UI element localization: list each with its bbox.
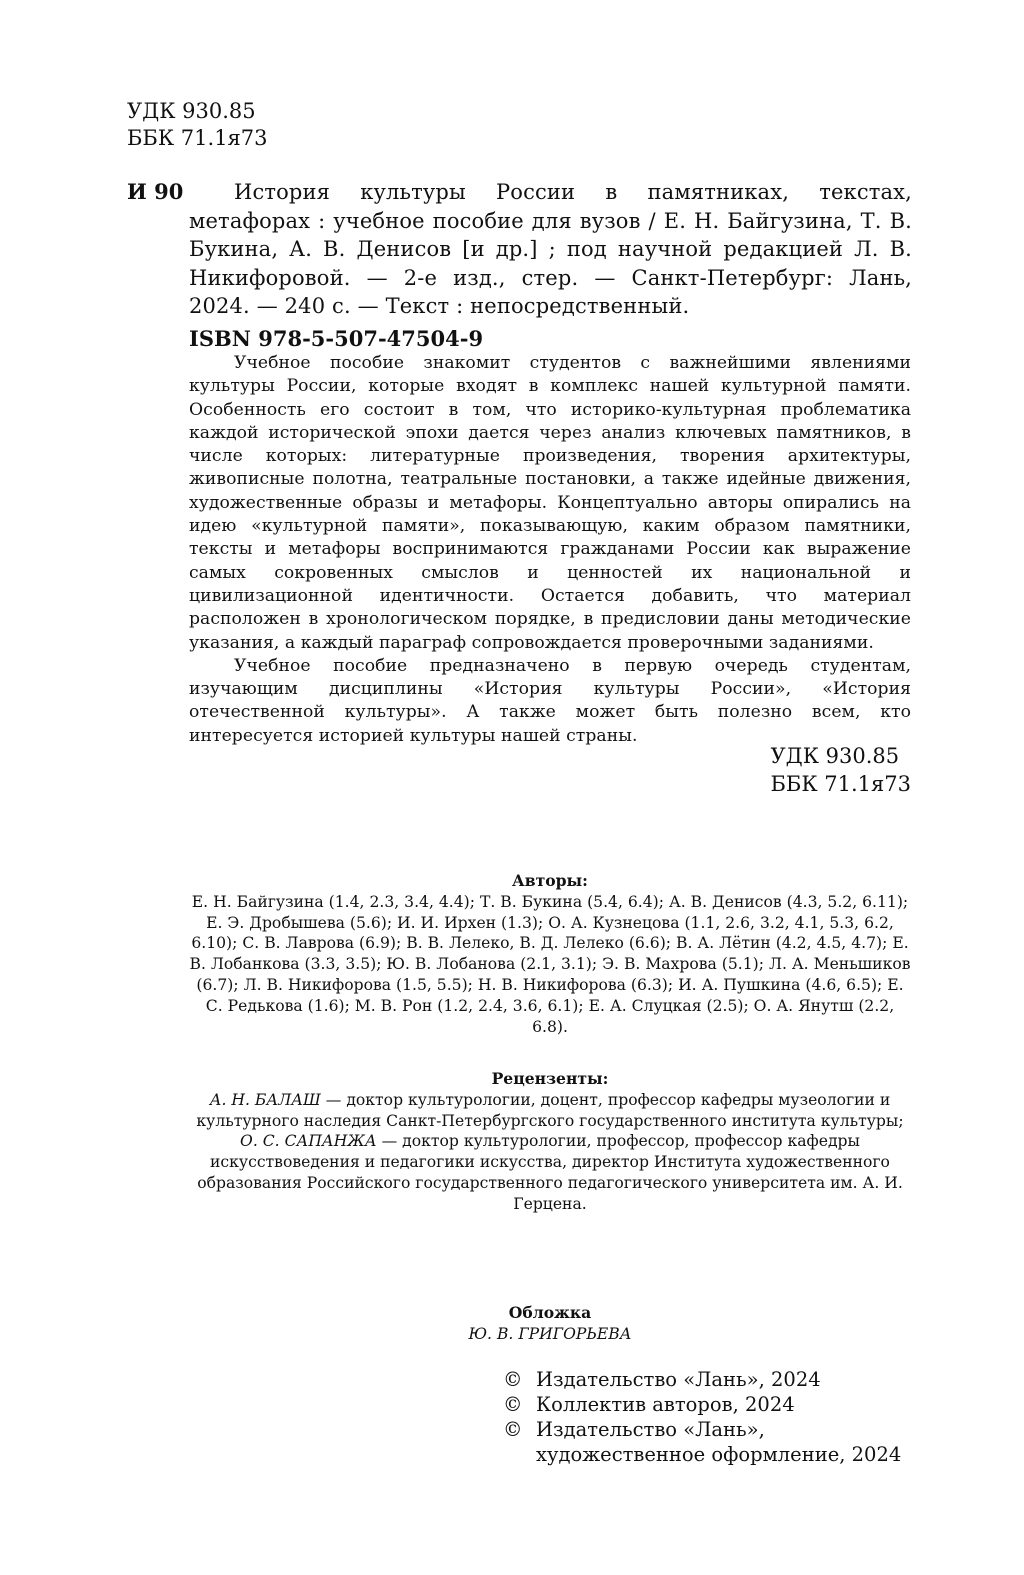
author-sign: И 90 <box>127 179 184 204</box>
annotation-paragraph: Учебное пособие предназначено в первую очередь студентам, изучающим дисциплины «История культуры России», «История отечественной культуры». А также может быть полезно всем, кто интересуется историей культуры нашей страны. <box>189 655 911 746</box>
reviewer-entry <box>189 1090 911 1132</box>
reviewer-name: О. С. САПАНЖА <box>240 1132 377 1151</box>
copyright-line <box>503 1417 901 1442</box>
isbn: ISBN 978-5-507-47504-9 <box>189 325 484 351</box>
copyright-icon: © <box>503 1368 523 1391</box>
reviewers-block <box>189 1069 911 1215</box>
reviewer-name: А. Н. БАЛАШ <box>209 1090 321 1109</box>
copyright-line <box>503 1392 901 1417</box>
cover-title: Обложка <box>508 1303 592 1322</box>
cover-designer: Ю. В. ГРИГОРЬЕВА <box>468 1324 632 1343</box>
udk-code: УДК 930.85 <box>127 99 256 123</box>
copyright-block <box>503 1367 901 1467</box>
copyright-line-continued <box>503 1442 901 1467</box>
bibliographic-description: История культуры России в памятниках, текстах, метафорах : учебное пособие для вузов / Е. Н. Байгузина, Т. В. Букина, А. В. Денисов [и др.] ; под научной редакцией Л. В. Никифоровой. — 2-е изд., стер. — Санкт-Петербург: Лань, 2024. — 240 с. — Текст : непосредственный. <box>189 180 912 318</box>
classification-footer <box>770 742 911 798</box>
reviewer-description: — доктор культурологии, профессор, профессор кафедры искусствоведения и педагогики искусства, директор Института художественного образования Российского государственного педагогического университета им. А. И. Герцена. <box>197 1132 903 1213</box>
copyright-icon: © <box>503 1418 523 1441</box>
classification-header <box>127 98 268 152</box>
bbk-code: ББК 71.1я73 <box>770 772 911 796</box>
cover-credit <box>189 1303 911 1345</box>
authors-list: Е. Н. Байгузина (1.4, 2.3, 3.4, 4.4); Т. В. Букина (5.4, 6.4); А. В. Денисов (4.3, 5.2, 6.11); Е. Э. Дробышева (5.6); И. И. Ирхен (1.3); О. А. Кузнецова (1.1, 2.6, 3.2, 4.1, 5.3, 6.2, 6.10); С. В. Лаврова (6.9); В. В. Лелеко, В. Д. Лелеко (6.6); В. А. Лётин (4.2, 4.5, 4.7); Е. В. Лобанкова (3.3, 3.5); Ю. В. Лобанова (2.1, 3.1); Э. В. Махрова (5.1); Л. А. Меньшиков (6.7); Л. В. Никифорова (1.5, 5.5); Н. В. Никифорова (6.3); И. А. Пушкина (4.6, 6.5); Е. С. Редькова (1.6); М. В. Рон (1.2, 2.4, 3.6, 6.1); Е. А. Слуцкая (2.5); О. А. Янутш (2.2, 6.8). <box>189 892 911 1036</box>
reviewer-entry <box>189 1131 911 1214</box>
copyright-holder-continued: художественное оформление, 2024 <box>536 1443 902 1466</box>
annotation-paragraph: Учебное пособие знакомит студентов с важнейшими явлениями культуры России, которые входят в комплекс нашей культурной памяти. Особенность его состоит в том, что историко-культурная проблематика каждой исторической эпохи дается через анализ ключевых памятников, в числе которых: литературные произведения, творения архитектуры, живописные полотна, театральные постановки, а также идейные движения, художественные образы и метафоры. Концептуально авторы опирались на идею «культурной памяти», показывающую, каким образом памятники, тексты и метафоры воспринимаются гражданами России как выражение самых сокровенных смыслов и ценностей их национальной и цивилизационной идентичности. Остается добавить, что материал расположен в хронологическом порядке, в предисловии даны методические указания, а каждый параграф сопровождается проверочными заданиями. <box>189 353 911 653</box>
copyright-holder: Издательство «Лань», 2024 <box>536 1368 821 1391</box>
bbk-code: ББК 71.1я73 <box>127 126 268 150</box>
udk-code: УДК 930.85 <box>770 744 900 768</box>
annotation <box>189 352 911 748</box>
authors-title: Авторы: <box>512 871 588 890</box>
reviewers-title: Рецензенты: <box>491 1069 609 1088</box>
copyright-icon: © <box>503 1393 523 1416</box>
copyright-holder: Издательство «Лань», <box>536 1418 765 1441</box>
copyright-line <box>503 1367 901 1392</box>
authors-block <box>189 871 911 1037</box>
copyright-holder: Коллектив авторов, 2024 <box>536 1393 795 1416</box>
reviewer-description: — доктор культурологии, доцент, профессор кафедры музеологии и культурного наследия Санкт-Петербургского государственного института культуры; <box>196 1090 904 1130</box>
catalog-record <box>127 178 912 353</box>
